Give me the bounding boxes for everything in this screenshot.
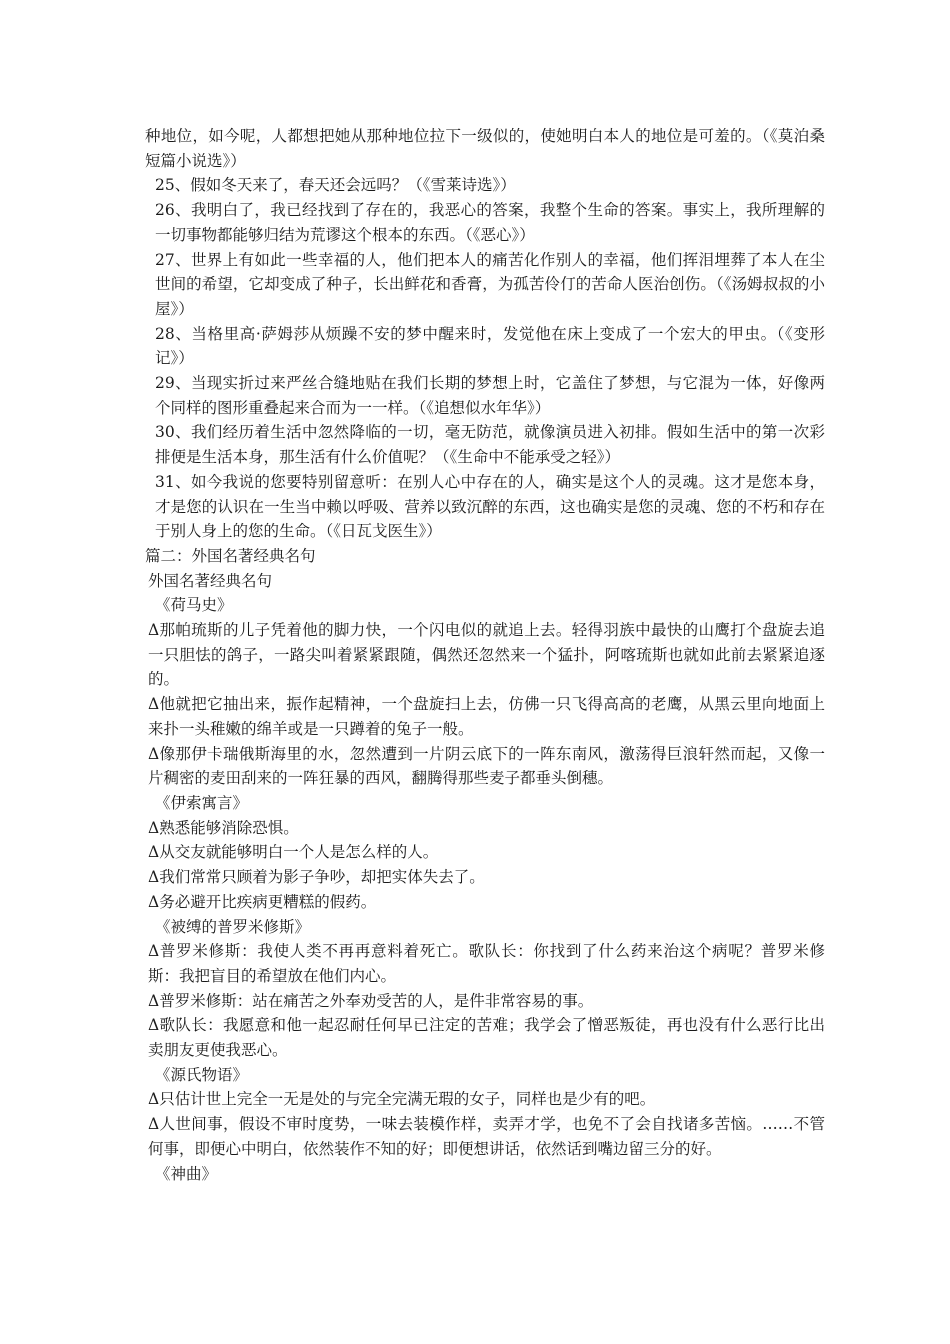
paragraph: 27、世界上有如此一些幸福的人，他们把本人的痛苦化作别人的幸福，他们挥泪埋葬了本人在尘世间的希望，它却变成了种子，长出鲜花和香膏，为孤苦伶仃的苦命人医治创伤。（《汤姆叔叔的小屋》） [155, 250, 825, 318]
paragraph: 31、如今我说的您要特别留意听：在别人心中存在的人，确实是这个人的灵魂。这才是您本身，才是您的认识在一生当中赖以呼吸、营养以致沉醉的东西，这也确实是您的灵魂、您的不朽和存在于别人身上的您的生命。（《日瓦戈医生》） [155, 472, 825, 541]
quote-item: Δ我们常常只顾着为影子争吵，却把实体失去了。 [148, 868, 485, 887]
quote-item: Δ像那伊卡瑞俄斯海里的水，忽然遭到一片阴云底下的一阵东南风，激荡得巨浪轩然而起，又像一片稠密的麦田刮来的一阵狂暴的西风，翻腾得那些麦子都垂头倒穗。 [148, 744, 825, 788]
document-body [145, 124, 825, 1186]
book-title: 《源氏物语》 [155, 1065, 249, 1084]
paragraph: 28、当格里高·萨姆莎从烦躁不安的梦中醒来时，发觉他在床上变成了一个宏大的甲虫。（《变形记》） [155, 324, 825, 368]
quote-item: Δ普罗米修斯：我使人类不再再意料着死亡。歌队长：你找到了什么药来治这个病呢？普罗米修斯：我把盲目的希望放在他们内心。 [148, 942, 825, 985]
paragraph: 25、假如冬天来了，春天还会远吗？（《雪莱诗选》） [155, 176, 516, 195]
paragraph: 种地位，如今呢，人都想把她从那种地位拉下一级似的，使她明白本人的地位是可羞的。（《莫泊桑短篇小说选》） [145, 127, 825, 170]
book-title: 《神曲》 [155, 1164, 218, 1183]
quote-item: Δ从交友就能够明白一个人是怎么样的人。 [148, 843, 439, 862]
quote-item: Δ普罗米修斯：站在痛苦之外奉劝受苦的人，是件非常容易的事。 [148, 991, 594, 1010]
paragraph: 30、我们经历着生活中忽然降临的一切，毫无防范，就像演员进入初排。假如生活中的第一次彩排便是生活本身，那生活有什么价值呢？（《生命中不能承受之轻》） [155, 423, 825, 467]
quote-item: Δ他就把它抽出来，振作起精神，一个盘旋扫上去，仿佛一只飞得高高的老鹰，从黑云里向地面上来扑一头稚嫩的绵羊或是一只蹲着的兔子一般。 [148, 695, 825, 738]
quote-item: Δ务必避开比疾病更糟糕的假药。 [148, 892, 377, 911]
book-title: 《被缚的普罗米修斯》 [155, 917, 311, 936]
quote-item: Δ只估计世上完全一无是处的与完全完满无瑕的女子，同样也是少有的吧。 [148, 1090, 656, 1109]
quote-item: Δ人世间事，假设不审时度势，一味去装模作样，卖弄才学，也免不了会自找诸多苦恼。……不管何事，即便心中明白，依然装作不知的好；即便想讲话，依然话到嘴边留三分的好。 [148, 1115, 825, 1158]
quote-item: Δ那帕琉斯的儿子凭着他的脚力快，一个闪电似的就追上去。轻得羽族中最快的山鹰打个盘旋去追一只胆怯的鸽子，一路尖叫着紧紧跟随，偶然还忽然来一个猛扑，阿喀琉斯也就如此前去紧紧追逐的。 [148, 621, 825, 689]
section-subheading: 外国名著经典名句 [148, 571, 273, 590]
paragraph: 29、当现实折过来严丝合缝地贴在我们长期的梦想上时，它盖住了梦想，与它混为一体，好像两个同样的图形重叠起来合而为一一样。（《追想似水年华》） [155, 374, 825, 417]
book-title: 《荷马史》 [155, 596, 233, 615]
book-title: 《伊索寓言》 [155, 793, 249, 812]
section-heading: 篇二：外国名著经典名句 [145, 546, 316, 565]
paragraph: 26、我明白了，我已经找到了存在的，我恶心的答案，我整个生命的答案。事实上，我所理解的一切事物都能够归结为荒谬这个根本的东西。（《恶心》） [155, 201, 825, 244]
quote-item: Δ熟悉能够消除恐惧。 [148, 818, 299, 837]
quote-item: Δ歌队长：我愿意和他一起忍耐任何早已注定的苦难；我学会了憎恶叛徒，再也没有什么恶行比出卖朋友更使我恶心。 [148, 1016, 825, 1060]
